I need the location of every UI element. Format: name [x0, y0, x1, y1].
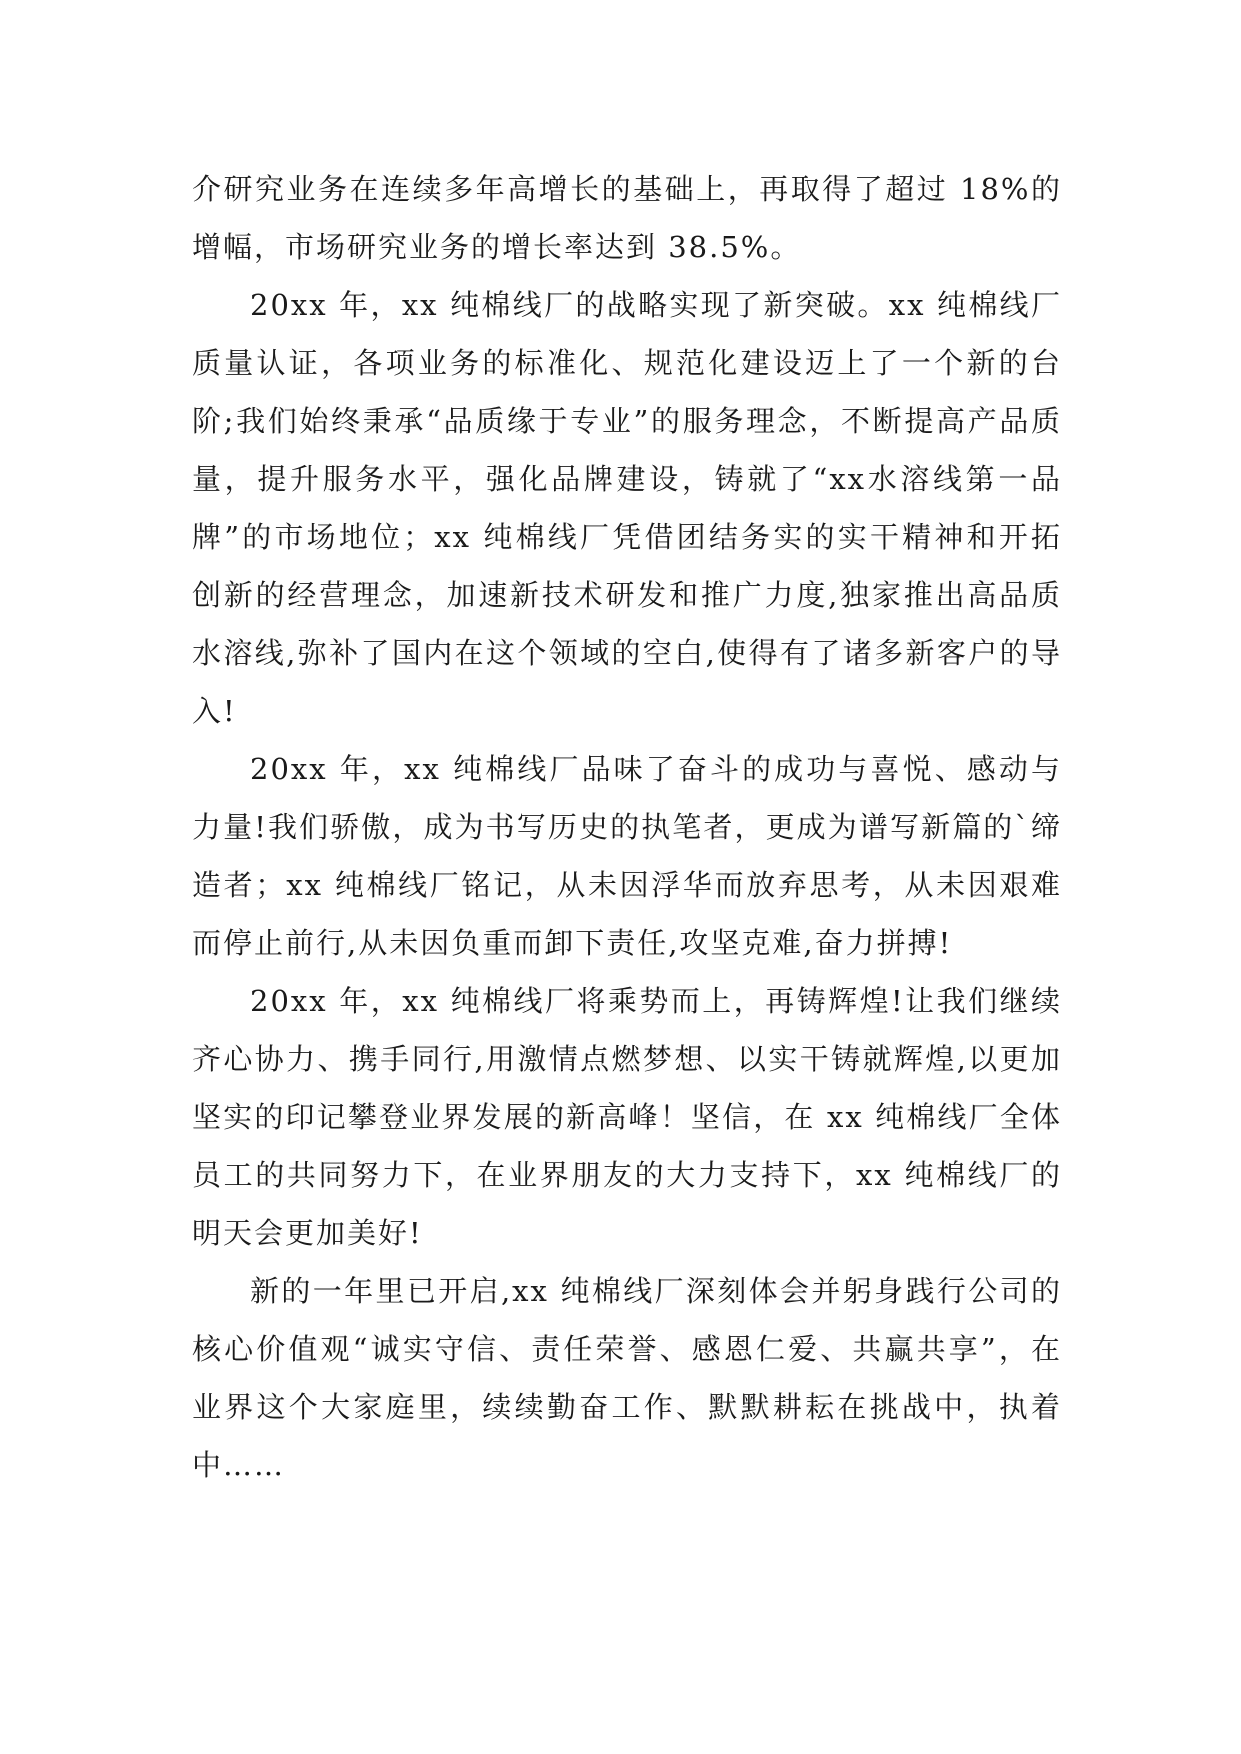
document-body [192, 160, 1062, 1494]
paragraph-4: 20xx 年，xx 纯棉线厂将乘势而上，再铸辉煌!让我们继续齐心协力、携手同行,用激情点燃梦想、以实干铸就辉煌,以更加坚实的印记攀登业界发展的新高峰！坚信，在 xx 纯棉线厂全体员工的共同努力下，在业界朋友的大力支持下，xx 纯棉线厂的明天会更加美好! [192, 984, 1062, 1250]
paragraph-2: 20xx 年，xx 纯棉线厂的战略实现了新突破。xx 纯棉线厂质量认证，各项业务的标准化、规范化建设迈上了一个新的台阶;我们始终秉承“品质缘于专业”的服务理念，不断提高产品质量，提升服务水平，强化品牌建设，铸就了“xx水溶线第一品牌”的市场地位；xx 纯棉线厂凭借团结务实的实干精神和开拓创新的经营理念，加速新技术研发和推广力度,独家推出高品质水溶线,弥补了国内在这个领域的空白,使得有了诸多新客户的导入! [192, 288, 1062, 728]
paragraph-1: 介研究业务在连续多年高增长的基础上，再取得了超过 18%的增幅，市场研究业务的增长率达到 38.5%。 [192, 172, 1062, 264]
paragraph-3: 20xx 年，xx 纯棉线厂品味了奋斗的成功与喜悦、感动与力量!我们骄傲，成为书写历史的执笔者，更成为谱写新篇的`缔造者；xx 纯棉线厂铭记，从未因浮华而放弃思考，从未因艰难而停止前行,从未因负重而卸下责任,攻坚克难,奋力拼搏! [192, 752, 1062, 960]
paragraph-5: 新的一年里已开启,xx 纯棉线厂深刻体会并躬身践行公司的核心价值观“诚实守信、责任荣誉、感恩仁爱、共赢共享”，在业界这个大家庭里，续续勤奋工作、默默耕耘在挑战中，执着中…… [192, 1274, 1062, 1482]
